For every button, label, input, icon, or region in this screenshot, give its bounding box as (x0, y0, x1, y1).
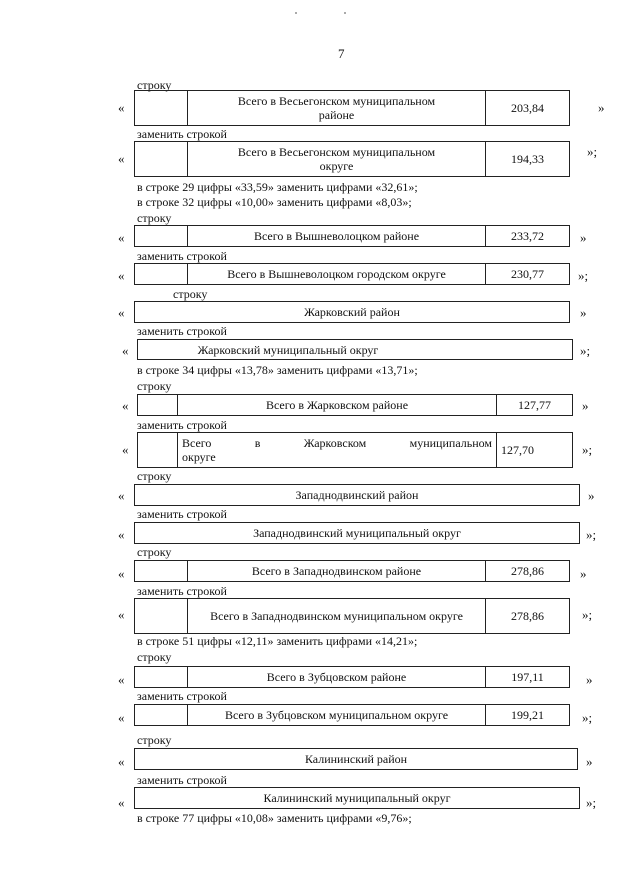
row-blank-cell (135, 599, 188, 633)
row-value: 127,70 (496, 433, 572, 467)
instruction-line: в строке 51 цифры «12,11» заменить цифрами «14,21»; (137, 634, 418, 648)
table-row (134, 522, 580, 544)
close-quote: »; (582, 442, 593, 457)
row-label: Всего в Западнодвинском районе (251, 564, 422, 578)
row-value: 278,86 (485, 561, 569, 581)
row-label: Всего в Зубцовском районе (266, 670, 407, 684)
open-quote: « (118, 230, 125, 245)
row-label: Западнодвинский муниципальный округ (253, 526, 461, 540)
row-label: Западнодвинский район (295, 488, 419, 502)
row-blank-cell (135, 667, 188, 687)
table-row (134, 560, 570, 582)
table-row (134, 598, 570, 634)
row-value: 197,11 (485, 667, 569, 687)
table-row (134, 484, 580, 506)
row-label: Всего в Жарковском муниципальном округе (182, 436, 492, 464)
instruction-line: в строке 34 цифры «13,78» заменить цифрами «13,71»; (137, 363, 418, 377)
scan-speck (295, 12, 297, 14)
instruction-line: строку (137, 545, 172, 559)
row-label: Всего в Западнодвинском муниципальном округе (210, 609, 463, 623)
row-label: Всего в Вышневолоцком городском округе (227, 267, 446, 281)
open-quote: « (118, 754, 125, 769)
close-quote: »; (578, 268, 589, 283)
close-quote: »; (582, 607, 593, 622)
row-label: Всего в Весьегонском муниципальном районе (237, 94, 436, 122)
close-quote: » (580, 566, 587, 581)
close-quote: »; (587, 144, 598, 159)
row-value: 233,72 (485, 226, 569, 246)
open-quote: « (118, 100, 125, 115)
row-value: 127,77 (496, 395, 572, 415)
table-row (134, 666, 570, 688)
instruction-line: строку (137, 733, 172, 747)
row-blank-cell (135, 264, 188, 284)
row-value: 194,33 (485, 142, 569, 176)
open-quote: « (118, 151, 125, 166)
row-blank-cell (135, 91, 188, 125)
close-quote: » (598, 100, 605, 115)
instruction-line: строку (137, 211, 172, 225)
table-row (137, 394, 573, 416)
instruction-line: строку (137, 379, 172, 393)
table-row (137, 339, 573, 360)
open-quote: « (118, 268, 125, 283)
row-label: Всего в Зубцовском муниципальном округе (224, 708, 449, 722)
instruction-line: заменить строкой (137, 249, 227, 263)
open-quote: « (122, 398, 129, 413)
row-value: 230,77 (485, 264, 569, 284)
row-label: Калининский район (304, 752, 408, 766)
close-quote: » (588, 488, 595, 503)
row-blank-cell (138, 395, 178, 415)
row-label: Всего в Вышневолоцком районе (253, 229, 420, 243)
page-number: 7 (338, 46, 345, 61)
instruction-line: заменить строкой (137, 324, 227, 338)
table-row (134, 704, 570, 726)
row-label: Всего в Жарковском районе (265, 398, 409, 412)
row-value: 203,84 (485, 91, 569, 125)
instruction-line: заменить строкой (137, 127, 227, 141)
row-blank-cell (135, 142, 188, 176)
open-quote: « (118, 795, 125, 810)
table-row (134, 90, 570, 126)
table-row (134, 141, 570, 177)
close-quote: »; (582, 710, 593, 725)
table-row (137, 432, 573, 468)
open-quote: « (118, 566, 125, 581)
instruction-line: в строке 32 цифры «10,00» заменить цифрами «8,03»; (137, 195, 412, 209)
instruction-line: заменить строкой (137, 773, 227, 787)
row-blank-cell (135, 561, 188, 581)
close-quote: » (580, 305, 587, 320)
scan-speck (344, 12, 346, 14)
row-label: Жарковский район (304, 305, 400, 319)
close-quote: » (586, 754, 593, 769)
table-row (134, 748, 578, 770)
open-quote: « (118, 488, 125, 503)
open-quote: « (122, 343, 129, 358)
close-quote: »; (580, 343, 591, 358)
row-blank-cell (135, 705, 188, 725)
table-row (134, 301, 570, 323)
close-quote: »; (586, 527, 597, 542)
row-blank-cell (135, 226, 188, 246)
row-label: Жарковский муниципальный округ (197, 342, 379, 357)
close-quote: » (586, 672, 593, 687)
instruction-line: строку (137, 469, 172, 483)
instruction-line: строку (137, 78, 172, 92)
table-row (134, 787, 580, 809)
row-value: 278,86 (485, 599, 569, 633)
open-quote: « (118, 672, 125, 687)
instruction-line: строку (137, 650, 172, 664)
open-quote: « (118, 607, 125, 622)
row-label: Калининский муниципальный округ (263, 791, 451, 805)
instruction-line: заменить строкой (137, 418, 227, 432)
close-quote: »; (586, 795, 597, 810)
instruction-line: строку (173, 287, 208, 301)
row-blank-cell (138, 433, 178, 467)
instruction-line: заменить строкой (137, 507, 227, 521)
open-quote: « (118, 305, 125, 320)
instruction-line: заменить строкой (137, 584, 227, 598)
table-row (134, 225, 570, 247)
open-quote: « (118, 710, 125, 725)
open-quote: « (118, 527, 125, 542)
instruction-line: заменить строкой (137, 689, 227, 703)
open-quote: « (122, 442, 129, 457)
close-quote: » (580, 230, 587, 245)
instruction-line: в строке 77 цифры «10,08» заменить цифрами «9,76»; (137, 811, 412, 825)
row-label: Всего в Весьегонском муниципальном округе (237, 145, 436, 173)
close-quote: » (582, 398, 589, 413)
instruction-line: в строке 29 цифры «33,59» заменить цифрами «32,61»; (137, 180, 418, 194)
table-row (134, 263, 570, 285)
row-value: 199,21 (485, 705, 569, 725)
